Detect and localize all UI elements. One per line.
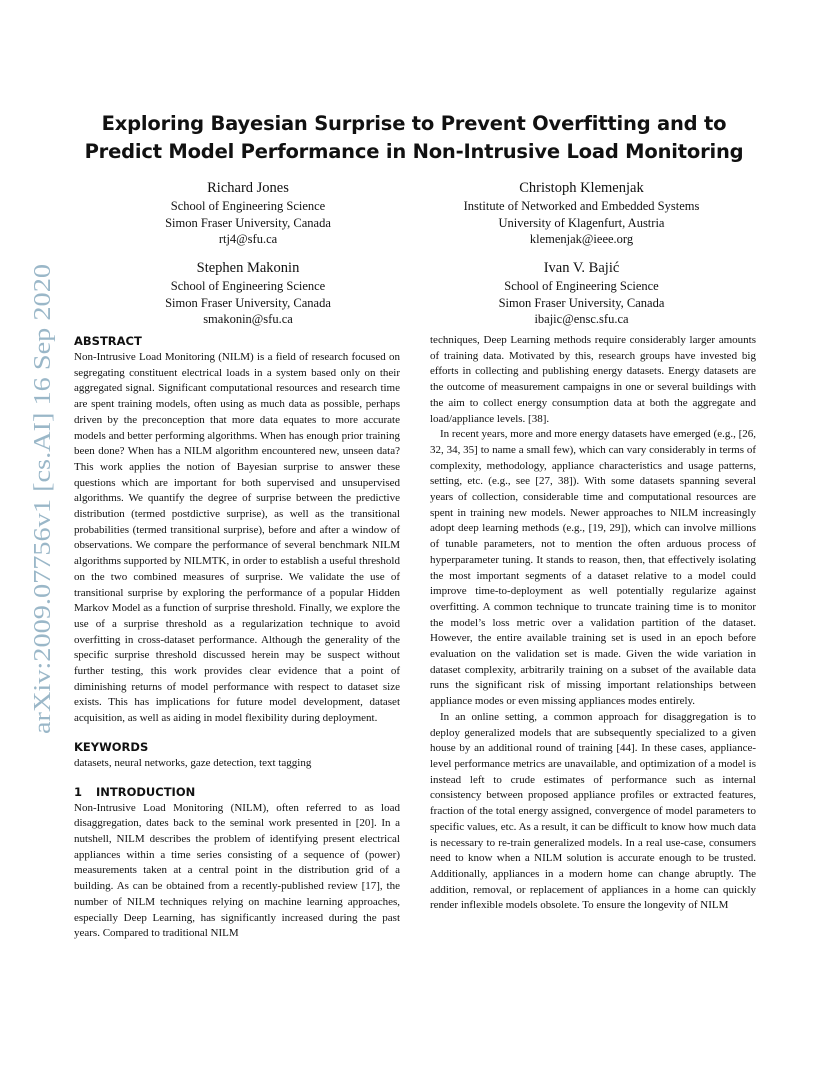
author-name: Christoph Klemenjak	[519, 180, 644, 196]
right-column	[430, 333, 756, 914]
section-number: 1	[74, 784, 83, 799]
arxiv-stamp	[10, 264, 60, 744]
author-name: Stephen Makonin	[196, 260, 300, 276]
author-name: Richard Jones	[207, 180, 289, 196]
author-dept: Institute of Networked and Embedded Systems	[463, 199, 700, 213]
author-email: klemenjak@ieee.org	[529, 232, 634, 246]
body-paragraph: In recent years, more and more energy datasets have emerged (e.g., [26, 32, 34, 35] to name a small few), which can vary considerably in terms of complexity, methodology, appliance characteristics and usage patterns, setting, etc. (e.g., see [27, 38]). With some datasets spanning several years of collection, considerable time and computational resources are spent in training new models. Newer approaches to NILM increasingly adopt deep learning methods (e.g., [19, 29]), which can involve millions of tunable parameters, not to mention the often arduous process of hyperparameter tuning. It stands to reason, then, that effectively isolating the most important segments of a dataset relative to a model could improve time-to-deployment as well potentially regularize against overfitting. A common technique to truncate training time is to monitor the model’s loss metric over a validation partition of the dataset. However, the entire available training set is used in an epoch before evaluation on the validation set is made. Given the wide variation in dataset complexity, arbitrarily training on a subset of the available data runs the significant risk of missing important relationships between appliance modes or even missing appliances modes entirely.	[430, 428, 757, 708]
author-dept: School of Engineering Science	[504, 279, 659, 293]
paper-title: Exploring Bayesian Surprise to Prevent Overfitting and to Predict Model Performance in Non-Intrusive Load Monitoring	[84, 112, 744, 163]
abstract-text: Non-Intrusive Load Monitoring (NILM) is a field of research focused on segregating constituent electrical loads in a system based only on their aggregated signal. Significant computational resources and research time are spent training models, often using as much data as possible, perhaps driven by the preconception that more data equates to more accurate models and better performing algorithms. When has enough prior training been done? When has a NILM algorithm encountered new, unseen data? This work applies the notion of Bayesian surprise to answer these questions which are important for both supervised and unsupervised algorithms. We quantify the degree of surprise between the predictive distribution (termed postdictive surprise), as well as the transitional probabilities (termed transitional surprise), before and after a window of observations. We compare the performance of several benchmark NILM algorithms supported by NILMTK, in order to establish a useful threshold on the two combined measures of surprise. We validate the use of transitional surprise by exploring the performance of a popular Hidden Markov Model as a function of surprise threshold. Finally, we explore the use of a surprise threshold as a regularization technique to avoid overfitting in cross-dataset performance. Although the generality of the specific surprise threshold discussed herein may be suspect without further testing, this work provides clear evidence that a point of diminishing returns of model performance with respect to dataset size exists. This has implications for future model development, dataset acquisition, as well as aiding in model flexibility during deployment.	[74, 351, 400, 725]
author-block	[430, 258, 733, 328]
intro-heading	[74, 783, 400, 801]
author-email: ibajic@ensc.sfu.ca	[534, 312, 629, 326]
keywords-heading: KEYWORDS	[74, 739, 149, 754]
author-block	[430, 178, 733, 248]
author-dept: School of Engineering Science	[170, 199, 326, 213]
author-institution: Simon Fraser University, Canada	[165, 215, 331, 230]
author-institution: Simon Fraser University, Canada	[165, 295, 331, 310]
left-column	[74, 332, 400, 942]
abstract-heading: ABSTRACT	[74, 334, 142, 348]
keywords-text: datasets, neural networks, gaze detection, text tagging	[74, 756, 312, 769]
author-block	[100, 178, 396, 248]
intro-paragraph: Non-Intrusive Load Monitoring (NILM), often referred to as load disaggregation, dates back to the seminal work presented in [20]. In a nutshell, NILM describes the problem of identifying present electrical appliances within a time series consisting of a sequence of (power) measurements taken at a central point in the distribution grid of a building. As can be obtained from a recently-published review [17], the number of NILM techniques relying on machine learning approaches, especially Deep Learning, has significantly increased during the past years. Compared to traditional NILM	[74, 801, 400, 940]
section-title: INTRODUCTION	[96, 784, 196, 799]
body-paragraph: In an online setting, a common approach for disaggregation is to deploy generalized models that are subsequently specialized to a given house by an additional round of training [44]. In these cases, appliance-level performance metrics are unavailable, and optimization of a model is instead left to crude estimates of performance such as internal consistency between proposed appliance profiles or extracted features, fraction of the total energy assigned, convergence of model parameters to specific values, etc. As a result, it can be difficult to know how much data is necessary to re-train generalized models. In a real use-case, consumers need to know when a NILM solution is accurate enough to be trusted. Additionally, appliances in a modern home can change abruptly. The addition, removal, or replacement of appliances in a home can quickly render inflexible models obsolete. To ensure the longevity of NILM	[430, 710, 756, 912]
author-email: smakonin@sfu.ca	[203, 312, 293, 326]
author-institution: University of Klagenfurt, Austria	[498, 215, 665, 230]
author-institution: Simon Fraser University, Canada	[498, 295, 665, 310]
author-dept: School of Engineering Science	[170, 279, 326, 293]
author-block	[100, 258, 396, 328]
author-name: Ivan V. Bajić	[543, 260, 620, 276]
arxiv-stamp-text: arXiv:2009.07756v1 [cs.AI] 16 Sep 2020	[29, 327, 56, 734]
body-paragraph: techniques, Deep Learning methods require considerably larger amounts of training data. Motivated by this, research groups have invested big efforts in collecting and publishing energy datasets. Energy datasets are the outcome of measurement campaigns in one or several buildings with the aim to collect energy consumption data at both the aggregate and load/appliance levels. [38].	[430, 334, 756, 425]
author-email: rtj4@sfu.ca	[218, 232, 278, 246]
